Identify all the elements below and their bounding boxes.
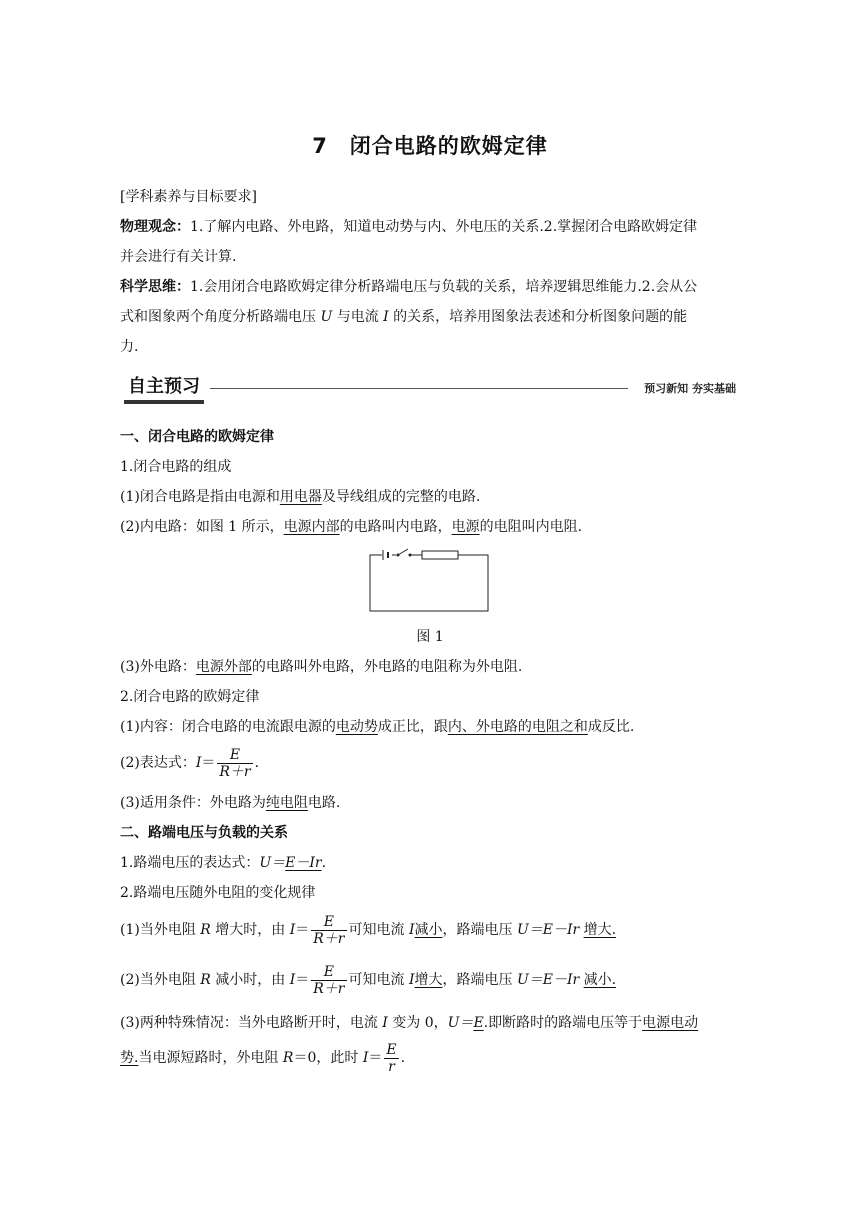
sec2-p2: 2.路端电压随外电阻的变化规律 <box>120 885 316 901</box>
sec1-p1: 1.闭合电路的组成 <box>120 459 232 475</box>
banner-subtitle: 预习新知 夯实基础 <box>644 382 736 395</box>
resistor <box>422 551 458 559</box>
sec2-special-cases: (3)两种特殊情况：当外电路断开时，电流 I 变为 0，U＝E.即断路时的路端电压等于电源电动 <box>120 1015 699 1031</box>
sec1-p1a: (1)闭合电路是指由电源和用电器及导线组成的完整的电路. <box>120 489 481 505</box>
sec2-case-decrease: (2)当外电阻 R 减小时，由 I＝ $\frac{E}{R+r}$ 可知电流 I增大，路端电压 U＝E－Ir 减小. <box>120 963 617 997</box>
sec2-p1: 1.路端电压的表达式：U＝E－Ir. <box>120 855 327 871</box>
science-thinking-text: 1.会用闭合电路欧姆定律分析路端电压与负载的关系，培养逻辑思维能力.2.会从公 <box>190 279 698 295</box>
section-2-heading: 二、路端电压与负载的关系 <box>120 825 288 841</box>
circuit-diagram <box>368 545 492 615</box>
section-banner <box>124 374 736 406</box>
sec1-p2a: (1)内容：闭合电路的电流跟电源的电动势成正比，跟内、外电路的电阻之和成反比. <box>120 719 635 735</box>
banner-rule <box>210 388 628 389</box>
sec2-case-increase: (1)当外电阻 R 增大时，由 I＝ $\frac{E}{R+r}$ 可知电流 I减小，路端电压 U＝E－Ir 增大. <box>120 913 617 947</box>
science-thinking-line-3: 力. <box>120 339 139 355</box>
physics-concept-text: 1.了解内电路、外电路，知道电动势与内、外电压的关系.2.掌握闭合电路欧姆定律 <box>190 219 698 235</box>
figure-caption: 图 1 <box>416 629 444 645</box>
page-title: 7 闭合电路的欧姆定律 <box>312 134 548 158</box>
fraction-e-over-r-plus-r: $\frac{E}{R+r}$ <box>219 746 251 780</box>
intro-heading: [学科素养与目标要求] <box>120 189 257 205</box>
switch-contact <box>409 554 412 557</box>
physics-concept-line <box>120 216 740 238</box>
banner-label: 自主预习 <box>124 374 204 404</box>
sec2-special-cases-2: 势.当电源短路时，外电阻 R＝0，此时 I＝ $\frac{E}{r}$ . <box>120 1041 406 1075</box>
physics-concept-line-2: 并会进行有关计算. <box>120 249 237 265</box>
sec1-p2c: (3)适用条件：外电路为纯电阻电路. <box>120 795 341 811</box>
science-thinking-line-2: 式和图象两个角度分析路端电压 U 与电流 I 的关系，培养用图象法表述和分析图象问题的能 <box>120 309 688 325</box>
science-thinking-label: 科学思维： <box>120 279 190 295</box>
circuit-wire <box>370 555 488 611</box>
sec1-p1b: (2)内电路：如图 1 所示，电源内部的电路叫内电路，电源的电阻叫内电阻. <box>120 519 583 535</box>
section-1-heading: 一、闭合电路的欧姆定律 <box>120 429 274 445</box>
sec1-p2b-formula: (2)表达式：I＝ $\frac{E}{R+r}$ . <box>120 746 260 780</box>
sec1-p2: 2.闭合电路的欧姆定律 <box>120 689 260 705</box>
physics-concept-label: 物理观念： <box>120 219 190 235</box>
science-thinking-line <box>120 276 740 298</box>
sec1-p1c: (3)外电路：电源外部的电路叫外电路，外电路的电阻称为外电阻. <box>120 659 523 675</box>
